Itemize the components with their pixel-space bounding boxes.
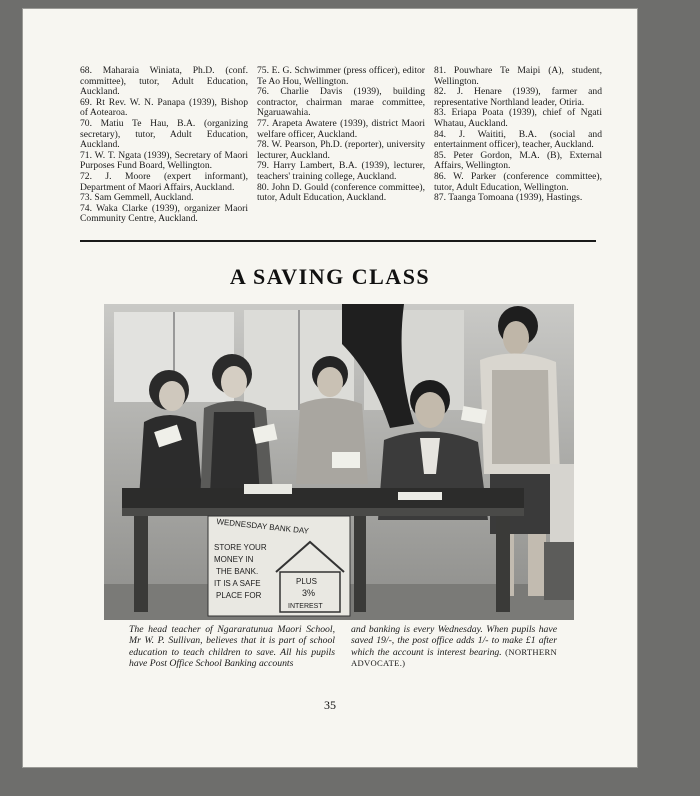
list-item: 76. Charlie Davis (1939), building contractor, chairman marae committee, Ngaruawahia.	[257, 86, 425, 119]
list-item: 75. E. G. Schwimmer (press officer), editor Te Ao Hou, Wellington.	[257, 65, 425, 87]
banner-plus-text: INTEREST	[288, 603, 323, 610]
list-item: 74. Waka Clarke (1939), organizer Maori Community Centre, Auckland.	[80, 202, 248, 225]
divider-rule	[80, 240, 596, 242]
name-list-column-1	[80, 66, 248, 225]
list-item: 71. W. T. Ngata (1939), Secretary of Maori Purposes Fund Board, Wellington.	[80, 149, 248, 172]
banner-top-text: WEDNESDAY BANK DAY	[215, 517, 310, 536]
list-item: 69. Rt Rev. W. N. Panapa (1939), Bishop of Aotearoa.	[80, 96, 248, 119]
banner-line: MONEY IN	[214, 555, 254, 564]
list-item: 78. W. Pearson, Ph.D. (reporter), university lecturer, Auckland.	[257, 139, 425, 161]
list-item: 81. Pouwhare Te Maipi (A), student, Wellington.	[434, 65, 602, 87]
list-item: 77. Arapeta Awatere (1939), district Maori welfare officer, Auckland.	[257, 117, 425, 140]
list-item: 73. Sam Gemmell, Auckland.	[80, 192, 194, 204]
photo-caption	[129, 624, 557, 670]
name-list-column-3	[434, 66, 602, 225]
list-item: 80. John D. Gould (conference committee), tutor, Adult Education, Auckland.	[257, 181, 425, 204]
list-item: 72. J. Moore (expert informant), Department of Maori Affairs, Auckland.	[80, 170, 248, 193]
caption-credit: (NORTHERN ADVOCATE.)	[351, 646, 558, 669]
list-item: 68. Maharaia Winiata, Ph.D. (conf. committee), tutor, Adult Education, Auckland.	[80, 65, 248, 98]
list-item: 87. Taanga Tomoana (1939), Hastings.	[434, 192, 583, 204]
page-title: A SAVING CLASS	[229, 264, 431, 289]
caption-right	[351, 624, 557, 670]
classroom-photo	[104, 304, 574, 620]
banner-line: STORE YOUR	[214, 543, 267, 552]
list-item: 70. Matiu Te Hau, B.A. (organizing secretary), tutor, Adult Education, Auckland.	[80, 117, 248, 151]
list-item: 79. Harry Lambert, B.A. (1939), lecturer, teachers' training college, Auckland.	[257, 160, 425, 182]
caption-right-text: and banking is every Wednesday. When pupils have saved 19/-, the post office adds 1/- to make £1 after which the account is interest bearing.	[351, 624, 557, 658]
banner-line: IT IS A SAFE	[214, 579, 261, 588]
name-list	[80, 66, 602, 225]
caption-left: The head teacher of Ngararatunua Maori School, Mr W. P. Sullivan, believes that it is part of school education to teach children to save. All his pupils have Post Office School Banking accounts	[129, 624, 335, 670]
list-item: 84. J. Waititi, B.A. (social and entertainment officer), teacher, Auckland.	[434, 128, 602, 151]
banner-line: PLACE FOR	[216, 591, 262, 600]
banner-line: THE BANK.	[216, 567, 259, 576]
banner-plus-text: PLUS	[296, 577, 317, 586]
page	[22, 8, 638, 768]
list-item: 86. W. Parker (conference committee), tutor, Adult Education, Wellington.	[434, 170, 602, 193]
name-list-column-2	[257, 66, 425, 225]
list-item: 82. J. Henare (1939), farmer and representative Northland leader, Otiria.	[434, 86, 602, 108]
list-item: 85. Peter Gordon, M.A. (B), External Affairs, Wellington.	[434, 149, 602, 172]
page-number: 35	[324, 698, 336, 712]
list-item: 83. Eriapa Poata (1939), chief of Ngati Whatau, Auckland.	[434, 107, 602, 129]
banner-plus-text: 3%	[302, 588, 316, 598]
